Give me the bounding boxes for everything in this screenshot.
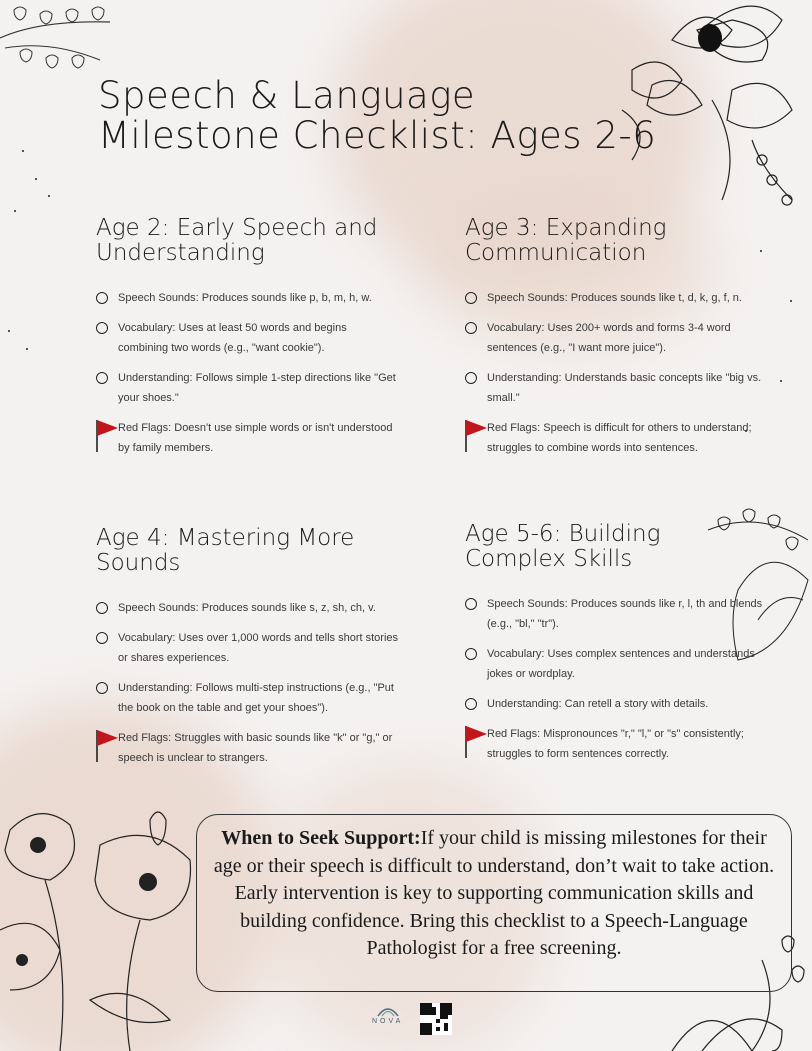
checklist-item[interactable] bbox=[465, 288, 775, 308]
item-text: Speech Sounds: Produces sounds like p, b, m, h, w. bbox=[118, 292, 372, 304]
item-text: Red Flags: Speech is difficult for others to understand; struggles to combine words into sentences. bbox=[487, 422, 752, 454]
circle-checkbox-icon[interactable] bbox=[96, 632, 108, 644]
checklist-item[interactable] bbox=[465, 644, 765, 684]
section-title: Age 5-6: Building Complex Skills bbox=[465, 521, 661, 572]
checklist-item[interactable] bbox=[465, 318, 775, 358]
item-text: Understanding: Follows multi-step instructions (e.g., "Put the book on the table and get your shoes"). bbox=[118, 682, 394, 714]
ink-speck bbox=[35, 178, 37, 180]
checklist-item[interactable] bbox=[96, 368, 396, 408]
ink-speck bbox=[790, 300, 792, 302]
circle-checkbox-icon[interactable] bbox=[96, 372, 108, 384]
qr-code-icon bbox=[420, 1003, 452, 1035]
ink-speck bbox=[48, 195, 50, 197]
section-age-4 bbox=[96, 526, 406, 778]
section-age-2 bbox=[96, 216, 396, 468]
nova-logo-icon bbox=[376, 1002, 400, 1018]
circle-checkbox-icon[interactable] bbox=[465, 648, 477, 660]
circle-checkbox-icon[interactable] bbox=[96, 322, 108, 334]
item-text: Understanding: Can retell a story with details. bbox=[487, 698, 709, 710]
circle-checkbox-icon[interactable] bbox=[96, 682, 108, 694]
item-text: Red Flags: Struggles with basic sounds like "k" or "g," or speech is unclear to strangers. bbox=[118, 732, 393, 764]
section-title: Age 4: Mastering More Sounds bbox=[96, 525, 355, 576]
support-text: If your child is missing milestones for their age or their speech is difficult to understand, don’t wait to take action. Early intervention is key to supporting communication skills and building confidence. Bring this checklist to a Speech-Language Pathologist for a free screening. bbox=[213, 827, 775, 959]
section-age-3 bbox=[465, 216, 775, 468]
red-flag-item bbox=[465, 724, 765, 764]
item-text: Speech Sounds: Produces sounds like s, z, sh, ch, v. bbox=[118, 602, 376, 614]
page-title: Speech & Language Milestone Checklist: Ages 2-6 bbox=[98, 74, 657, 157]
support-heading: When to Seek Support: bbox=[221, 827, 421, 849]
circle-checkbox-icon[interactable] bbox=[96, 292, 108, 304]
checklist-item[interactable] bbox=[96, 678, 406, 718]
checklist-item[interactable] bbox=[465, 594, 765, 634]
circle-checkbox-icon[interactable] bbox=[96, 602, 108, 614]
checklist-item[interactable] bbox=[96, 288, 396, 308]
checklist-item[interactable] bbox=[96, 318, 396, 358]
red-flag-icon bbox=[96, 728, 120, 762]
seek-support-box bbox=[196, 814, 792, 992]
item-text: Vocabulary: Uses complex sentences and understands jokes or wordplay. bbox=[487, 648, 755, 680]
circle-checkbox-icon[interactable] bbox=[465, 698, 477, 710]
checklist-item[interactable] bbox=[465, 368, 775, 408]
circle-checkbox-icon[interactable] bbox=[465, 372, 477, 384]
lily-of-the-valley-illustration bbox=[0, 0, 120, 80]
section-age-5-6 bbox=[465, 522, 765, 774]
checklist-item[interactable] bbox=[96, 628, 406, 668]
red-flag-item bbox=[96, 418, 396, 458]
ink-speck bbox=[14, 210, 16, 212]
ink-speck bbox=[780, 380, 782, 382]
item-text: Speech Sounds: Produces sounds like r, l, th and blends (e.g., "bl," "tr"). bbox=[487, 598, 763, 630]
ink-speck bbox=[22, 150, 24, 152]
circle-checkbox-icon[interactable] bbox=[465, 598, 477, 610]
red-flag-item bbox=[96, 728, 406, 768]
ink-speck bbox=[26, 348, 28, 350]
circle-checkbox-icon[interactable] bbox=[465, 292, 477, 304]
section-title: Age 2: Early Speech and Understanding bbox=[96, 215, 378, 266]
ink-speck bbox=[8, 330, 10, 332]
checklist-item[interactable] bbox=[96, 598, 406, 618]
item-text: Vocabulary: Uses 200+ words and forms 3-4 word sentences (e.g., "I want more juice"). bbox=[487, 322, 731, 354]
item-text: Understanding: Understands basic concepts like "big vs. small." bbox=[487, 372, 762, 404]
poppy-illustration bbox=[0, 800, 200, 1051]
item-text: Red Flags: Mispronounces "r," "l," or "s" consistently; struggles to form sentences correctly. bbox=[487, 728, 744, 760]
circle-checkbox-icon[interactable] bbox=[465, 322, 477, 334]
red-flag-icon bbox=[465, 418, 489, 452]
section-title: Age 3: Expanding Communication bbox=[465, 215, 667, 266]
red-flag-icon bbox=[465, 724, 489, 758]
red-flag-item bbox=[465, 418, 775, 458]
item-text: Understanding: Follows simple 1-step directions like "Get your shoes." bbox=[118, 372, 396, 404]
item-text: Vocabulary: Uses over 1,000 words and tells short stories or shares experiences. bbox=[118, 632, 399, 664]
item-text: Vocabulary: Uses at least 50 words and begins combining two words (e.g., "want cookie"). bbox=[118, 322, 347, 354]
red-flag-icon bbox=[96, 418, 120, 452]
logo-text: NOVA bbox=[372, 1018, 404, 1025]
item-text: Speech Sounds: Produces sounds like t, d, k, g, f, n. bbox=[487, 292, 742, 304]
checklist-item[interactable] bbox=[465, 694, 765, 714]
item-text: Red Flags: Doesn't use simple words or isn't understood by family members. bbox=[118, 422, 393, 454]
